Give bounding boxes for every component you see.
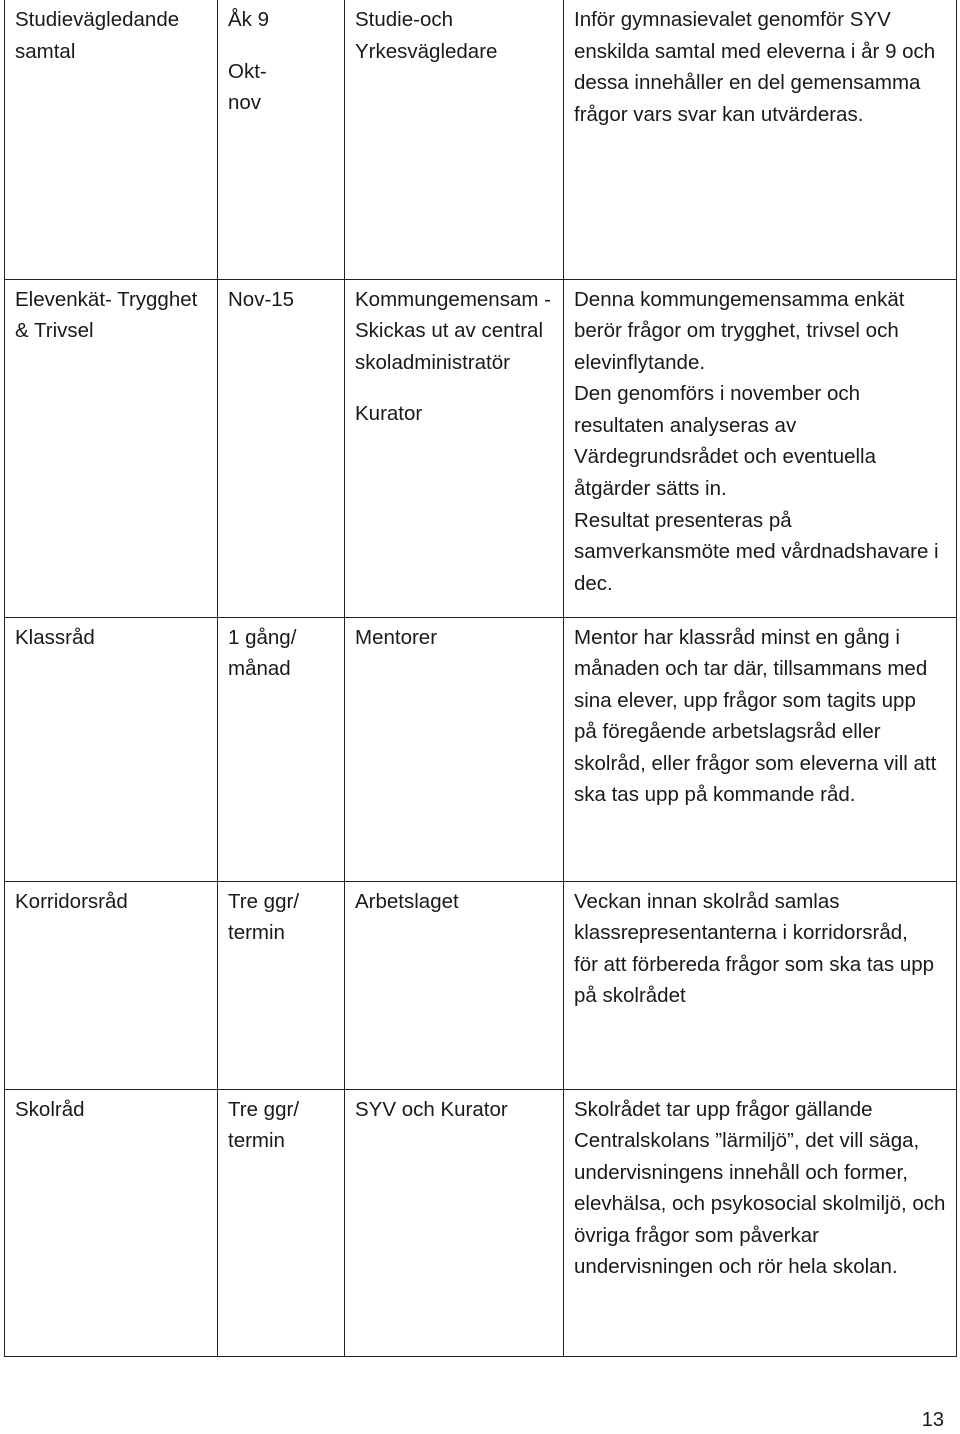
responsible-extra-text: Kurator (355, 402, 423, 426)
activity-text: Elevenkät- Trygghet & Trivsel (15, 287, 198, 343)
spacer (228, 36, 334, 56)
page-number: 13 (921, 1409, 944, 1431)
table-row (5, 279, 957, 617)
when-cell (218, 0, 345, 279)
when-text: Tre ggr/ termin (228, 889, 300, 945)
when-text: Nov-15 (228, 287, 295, 311)
responsible-cell (345, 1089, 564, 1356)
table-row (5, 617, 957, 881)
description-cell (564, 279, 957, 617)
description-cell (564, 881, 957, 1089)
description-text: Skolrådet tar upp frågor gällande Centralskolans ”lärmiljö”, det vill säga, undervisningens innehåll och former, elevhälsa, och psykosocial skolmiljö, och övriga frågor som påverkar undervisningen och rör hela skolan. (574, 1097, 946, 1279)
table-row (5, 0, 957, 279)
responsible-text: Kommungemensam - Skickas ut av central skoladministratör (355, 287, 551, 374)
responsible-text: Arbetslaget (355, 889, 459, 913)
responsible-text: Studie-och Yrkesvägledare (355, 8, 498, 63)
when-extra-text: Okt- nov (228, 59, 267, 115)
when-text: 1 gång/ månad (228, 625, 297, 681)
description-text: Veckan innan skolråd samlas klassrepresentanterna i korridorsråd, för att förbereda frågor som ska tas upp på skolrådet (574, 889, 935, 1008)
when-text: Åk 9 (228, 8, 270, 31)
when-cell (218, 617, 345, 881)
responsible-cell (345, 279, 564, 617)
activity-cell (5, 279, 218, 617)
description-text: Inför gymnasievalet genomför SYV enskilda samtal med eleverna i år 9 och dessa innehåller en del gemensamma frågor vars svar kan utvärderas. (574, 8, 936, 126)
responsible-cell (345, 617, 564, 881)
activity-text: Korridorsråd (15, 889, 128, 913)
activity-cell (5, 0, 218, 279)
activity-cell (5, 1089, 218, 1356)
description-cell (564, 617, 957, 881)
responsible-text: Mentorer (355, 625, 438, 649)
spacer (355, 378, 553, 398)
description-cell (564, 1089, 957, 1356)
activity-cell (5, 881, 218, 1089)
responsible-cell (345, 0, 564, 279)
description-text: Mentor har klassråd minst en gång i månaden och tar där, tillsammans med sina elever, upp frågor som tagits upp på föregående arbetslagsråd eller skolråd, eller frågor som eleverna vill att ska tas upp på kommande råd. (574, 625, 937, 807)
activities-table (4, 0, 957, 1357)
when-cell (218, 279, 345, 617)
activity-text: Studievägledande samtal (15, 8, 180, 63)
description-text: Denna kommungemensamma enkät berör frågor om trygghet, trivsel och elevinflytande. Den genomförs i november och resultaten analyseras av Värdegrundsrådet och eventuella åtgärder sätts in. Resultat presenteras på samverkansmöte med vårdnadshavare i dec. (574, 287, 939, 595)
activity-text: Skolråd (15, 1097, 85, 1121)
table-row (5, 881, 957, 1089)
activity-cell (5, 617, 218, 881)
table-row (5, 1089, 957, 1356)
when-cell (218, 881, 345, 1089)
when-text: Tre ggr/ termin (228, 1097, 300, 1153)
description-cell (564, 0, 957, 279)
when-cell (218, 1089, 345, 1356)
responsible-text: SYV och Kurator (355, 1097, 508, 1121)
activity-text: Klassråd (15, 625, 95, 649)
responsible-cell (345, 881, 564, 1089)
